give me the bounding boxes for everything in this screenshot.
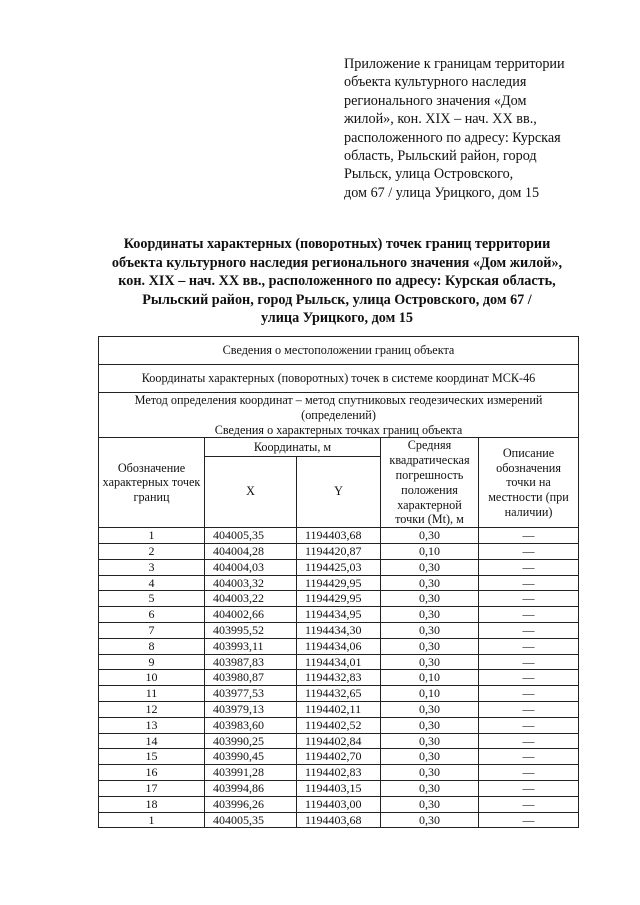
y-header: Y	[297, 456, 381, 528]
x-cell: 403994,86	[205, 780, 297, 796]
error-cell: 0,30	[381, 607, 479, 623]
designation-header: Обозначение характерных точек границ	[99, 438, 205, 528]
description-cell: —	[479, 591, 579, 607]
y-cell: 1194432,65	[297, 686, 381, 702]
x-cell: 403983,60	[205, 717, 297, 733]
description-cell: —	[479, 686, 579, 702]
point-cell: 7	[99, 622, 205, 638]
description-cell: —	[479, 638, 579, 654]
x-cell: 403990,45	[205, 749, 297, 765]
point-cell: 13	[99, 717, 205, 733]
x-cell: 404004,28	[205, 543, 297, 559]
x-cell: 404003,32	[205, 575, 297, 591]
y-cell: 1194403,68	[297, 812, 381, 828]
y-cell: 1194434,95	[297, 607, 381, 623]
description-cell: —	[479, 654, 579, 670]
error-cell: 0,30	[381, 749, 479, 765]
error-cell: 0,30	[381, 575, 479, 591]
appendix-line: Приложение к границам территории	[344, 56, 565, 72]
x-cell: 403980,87	[205, 670, 297, 686]
x-cell: 403979,13	[205, 701, 297, 717]
coordinates-header: Координаты, м	[205, 438, 381, 456]
y-cell: 1194402,84	[297, 733, 381, 749]
description-cell: —	[479, 749, 579, 765]
points-info-text: Сведения о характерных точках границ объекта	[214, 422, 463, 437]
coord-system-cell: Координаты характерных (поворотных) точек в системе координат МСК-46	[99, 365, 579, 393]
point-cell: 11	[99, 686, 205, 702]
y-cell: 1194402,52	[297, 717, 381, 733]
error-cell: 0,30	[381, 638, 479, 654]
appendix-note	[344, 55, 584, 202]
appendix-line: область, Рыльский район, город	[344, 148, 537, 165]
x-cell: 404002,66	[205, 607, 297, 623]
point-cell: 8	[99, 638, 205, 654]
point-cell: 1	[99, 528, 205, 544]
coordinates-table	[98, 336, 579, 828]
y-cell: 1194402,11	[297, 701, 381, 717]
point-cell: 1	[99, 812, 205, 828]
x-cell: 403990,25	[205, 733, 297, 749]
point-cell: 18	[99, 796, 205, 812]
description-cell: —	[479, 670, 579, 686]
table-row	[99, 780, 579, 796]
error-cell: 0,30	[381, 765, 479, 781]
document-title	[96, 235, 578, 328]
point-cell: 4	[99, 575, 205, 591]
table-row	[99, 749, 579, 765]
y-cell: 1194434,01	[297, 654, 381, 670]
table-row	[99, 559, 579, 575]
description-header: Описание обозначения точки на местности (при наличии)	[479, 438, 579, 528]
point-cell: 6	[99, 607, 205, 623]
point-cell: 17	[99, 780, 205, 796]
table-row	[99, 528, 579, 544]
appendix-line: регионального значения «Дом	[344, 92, 527, 109]
point-cell: 3	[99, 559, 205, 575]
description-cell: —	[479, 765, 579, 781]
description-cell: —	[479, 528, 579, 544]
description-cell: —	[479, 575, 579, 591]
point-cell: 15	[99, 749, 205, 765]
x-cell: 403991,28	[205, 765, 297, 781]
table-row	[99, 717, 579, 733]
table-row	[99, 638, 579, 654]
appendix-line: расположенного по адресу: Курская	[344, 129, 561, 146]
x-cell: 403993,11	[205, 638, 297, 654]
x-cell: 404005,35	[205, 528, 297, 544]
description-cell: —	[479, 717, 579, 733]
error-cell: 0,30	[381, 622, 479, 638]
error-cell: 0,30	[381, 780, 479, 796]
x-cell: 403977,53	[205, 686, 297, 702]
error-cell: 0,10	[381, 686, 479, 702]
table-row	[99, 765, 579, 781]
x-cell: 403996,26	[205, 796, 297, 812]
x-header: X	[205, 456, 297, 528]
title-line: Рыльский район, город Рыльск, улица Островского, дом 67 /	[142, 291, 532, 308]
point-cell: 9	[99, 654, 205, 670]
table-row	[99, 607, 579, 623]
description-cell: —	[479, 607, 579, 623]
method-cell	[99, 393, 579, 438]
table-row	[99, 575, 579, 591]
y-cell: 1194402,83	[297, 765, 381, 781]
table-row	[99, 654, 579, 670]
description-cell: —	[479, 780, 579, 796]
error-cell: 0,30	[381, 559, 479, 575]
appendix-line: дом 67 / улица Урицкого, дом 15	[344, 184, 540, 201]
description-cell: —	[479, 812, 579, 828]
x-cell: 404004,03	[205, 559, 297, 575]
table-row	[99, 701, 579, 717]
y-cell: 1194402,70	[297, 749, 381, 765]
description-cell: —	[479, 559, 579, 575]
x-cell: 403995,52	[205, 622, 297, 638]
x-cell: 404003,22	[205, 591, 297, 607]
error-cell: 0,30	[381, 733, 479, 749]
error-header: Средняя квадратическая погрешность положения характерной точки (Mt), м	[381, 438, 479, 528]
title-line: улица Урицкого, дом 15	[261, 310, 413, 327]
method-text: Метод определения координат – метод спутниковых геодезических измерений (определений)	[134, 393, 543, 422]
description-cell: —	[479, 733, 579, 749]
table-body	[99, 528, 579, 828]
point-cell: 2	[99, 543, 205, 559]
table-row	[99, 796, 579, 812]
error-cell: 0,30	[381, 812, 479, 828]
error-cell: 0,30	[381, 591, 479, 607]
x-cell: 404005,35	[205, 812, 297, 828]
description-cell: —	[479, 701, 579, 717]
appendix-line: объекта культурного наследия	[344, 74, 527, 91]
point-cell: 10	[99, 670, 205, 686]
point-cell: 14	[99, 733, 205, 749]
error-cell: 0,10	[381, 543, 479, 559]
error-cell: 0,30	[381, 654, 479, 670]
y-cell: 1194429,95	[297, 575, 381, 591]
table-row	[99, 622, 579, 638]
x-cell: 403987,83	[205, 654, 297, 670]
table-row	[99, 733, 579, 749]
y-cell: 1194434,06	[297, 638, 381, 654]
appendix-line: жилой», кон. XIX – нач. XX вв.,	[344, 111, 537, 128]
error-cell: 0,30	[381, 701, 479, 717]
y-cell: 1194425,03	[297, 559, 381, 575]
table-row	[99, 670, 579, 686]
y-cell: 1194434,30	[297, 622, 381, 638]
appendix-line: Рыльск, улица Островского,	[344, 166, 514, 183]
error-cell: 0,30	[381, 528, 479, 544]
error-cell: 0,30	[381, 796, 479, 812]
table-row	[99, 812, 579, 828]
title-line: кон. XIX – нач. XX вв., расположенного по адресу: Курская область,	[118, 273, 556, 290]
y-cell: 1194429,95	[297, 591, 381, 607]
description-cell: —	[479, 796, 579, 812]
error-cell: 0,30	[381, 717, 479, 733]
error-cell: 0,10	[381, 670, 479, 686]
point-cell: 5	[99, 591, 205, 607]
title-line: объекта культурного наследия регионального значения «Дом жилой»,	[111, 254, 563, 271]
description-cell: —	[479, 543, 579, 559]
point-cell: 12	[99, 701, 205, 717]
y-cell: 1194432,83	[297, 670, 381, 686]
y-cell: 1194403,15	[297, 780, 381, 796]
location-info-cell: Сведения о местоположении границ объекта	[99, 337, 579, 365]
point-cell: 16	[99, 765, 205, 781]
y-cell: 1194403,00	[297, 796, 381, 812]
table-header	[99, 337, 579, 528]
y-cell: 1194420,87	[297, 543, 381, 559]
title-line: Координаты характерных (поворотных) точек границ территории	[123, 236, 551, 252]
table-row	[99, 543, 579, 559]
table-row	[99, 686, 579, 702]
description-cell: —	[479, 622, 579, 638]
y-cell: 1194403,68	[297, 528, 381, 544]
table-row	[99, 591, 579, 607]
